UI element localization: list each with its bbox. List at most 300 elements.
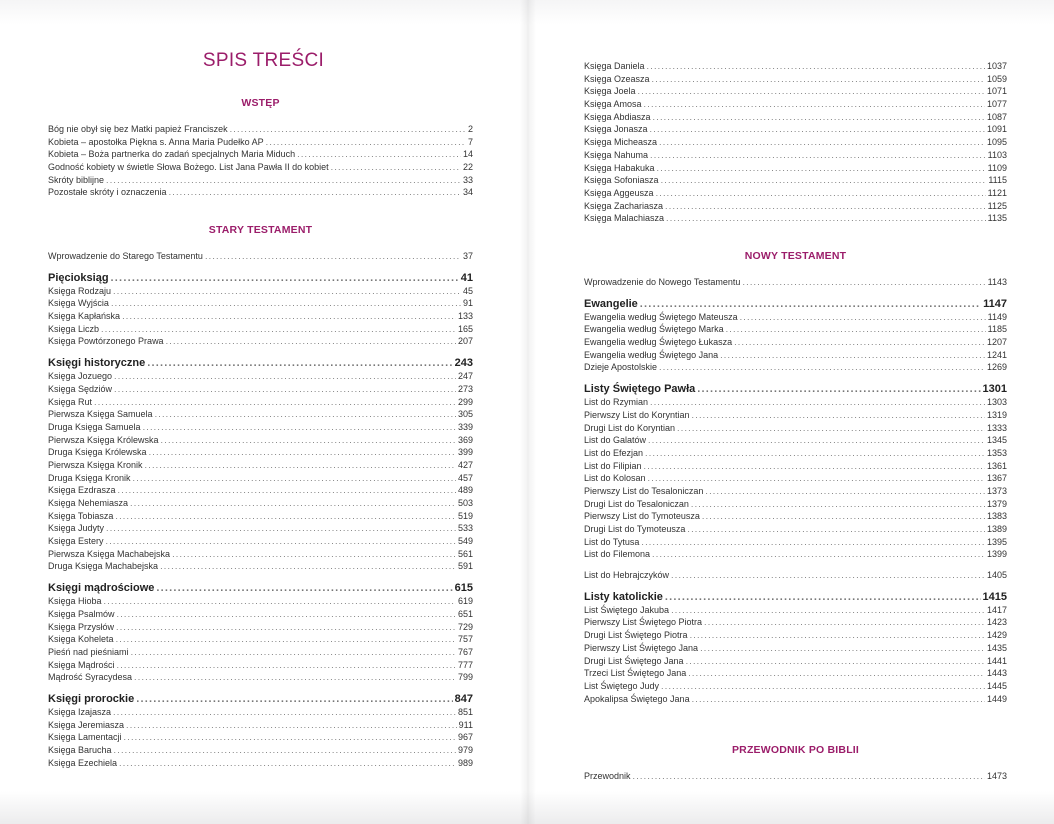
toc-page-number: 1449 <box>986 693 1007 704</box>
dot-leader <box>145 459 456 472</box>
dot-leader <box>640 297 981 311</box>
toc-entry-row <box>584 323 1007 336</box>
toc-page-number: 1241 <box>986 349 1007 360</box>
toc-page-number: 1077 <box>986 99 1007 110</box>
toc-page-number: 1121 <box>987 187 1007 198</box>
toc-entry-row <box>48 174 473 187</box>
toc-entry-row <box>48 186 473 199</box>
toc-group-row <box>48 581 473 595</box>
toc-page-number: 1473 <box>986 771 1007 781</box>
dot-leader <box>697 382 980 396</box>
toc-entry-row <box>48 560 473 573</box>
toc-entry-title: List do Rzymian <box>584 397 649 408</box>
dot-leader <box>114 370 456 383</box>
toc-entry-title: Księga Koheleta <box>48 634 114 645</box>
toc-entry-row <box>584 276 1007 289</box>
toc-entry-title: Skróty biblijne <box>48 174 105 185</box>
toc-entry-title: Kobieta – apostołka Piękna s. Anna Maria Pudełko AP <box>48 136 264 147</box>
toc-entry-row <box>48 497 473 510</box>
toc-page-number: 1303 <box>986 397 1007 408</box>
toc-entry-row <box>584 460 1007 473</box>
toc-entry-title: Przewodnik <box>584 771 631 781</box>
dot-leader <box>266 136 466 149</box>
toc-entry-row <box>48 633 473 646</box>
toc-entry-title: Księga Przysłów <box>48 621 115 632</box>
toc-entry-title: Pierwsza Księga Machabejska <box>48 548 171 559</box>
toc-page-number: 1373 <box>986 485 1007 496</box>
toc-entry-row <box>48 434 473 447</box>
dot-leader <box>659 361 985 374</box>
toc-page-number: 651 <box>457 608 473 619</box>
toc-page-number: 1037 <box>986 61 1007 71</box>
toc-group-row <box>48 271 473 285</box>
toc-entry-title: Listy katolickie <box>584 590 663 603</box>
toc-group-row <box>584 590 1007 604</box>
dot-leader <box>687 523 985 536</box>
toc-entry-title: Księga Tobiasza <box>48 510 114 521</box>
toc-entry-row <box>48 510 473 523</box>
spacer <box>584 374 1007 382</box>
toc-entry-title: Ewangelie <box>584 297 638 310</box>
toc-entry-row <box>48 535 473 548</box>
toc-entry-row <box>48 161 473 174</box>
toc-list-stary-testament <box>48 250 473 769</box>
toc-page-number: 91 <box>462 298 473 309</box>
toc-page-number: 1207 <box>986 337 1007 348</box>
toc-page-number: 1405 <box>986 570 1007 581</box>
toc-entry-title: Księga Jonasza <box>584 124 648 135</box>
dot-leader <box>101 323 456 336</box>
toc-page-number: 1269 <box>986 362 1007 373</box>
toc-entry-row <box>48 472 473 485</box>
toc-entry-title: Księga Zachariasza <box>584 200 664 211</box>
toc-entry-row <box>584 336 1007 349</box>
toc-entry-title: Ewangelia według Świętego Jana <box>584 349 719 360</box>
dot-leader <box>677 422 985 435</box>
toc-page-number: 777 <box>457 659 473 670</box>
toc-entry-title: Księga Sędziów <box>48 383 113 394</box>
toc-entry-title: Księga Nahuma <box>584 149 649 160</box>
toc-entry-row <box>584 174 1007 187</box>
toc-entry-title: Księga Amosa <box>584 99 642 110</box>
dot-leader <box>106 535 456 548</box>
dot-leader <box>661 174 987 187</box>
dot-leader <box>115 510 456 523</box>
dot-leader <box>653 111 985 124</box>
toc-entry-title: Pierwszy List do Tesaloniczan <box>584 485 704 496</box>
dot-leader <box>149 446 456 459</box>
toc-entry-row <box>48 250 473 263</box>
toc-page-number: 1353 <box>986 447 1007 458</box>
page-title: SPIS TREŚCI <box>202 50 325 71</box>
toc-entry-title: Kobieta – Boża partnerka do zadań specjalnych Maria Miduch <box>48 149 296 160</box>
dot-leader <box>666 212 986 225</box>
toc-entry-title: Księga Habakuka <box>584 162 655 173</box>
dot-leader <box>702 510 985 523</box>
toc-entry-row <box>48 370 473 383</box>
toc-entry-title: Bóg nie obył się bez Matki papież Franciszek <box>48 124 228 134</box>
toc-page-number: 1149 <box>987 311 1007 322</box>
toc-entry-title: Księga Rodzaju <box>48 285 112 296</box>
dot-leader <box>114 744 456 757</box>
dot-leader <box>704 616 985 629</box>
toc-entry-row <box>584 361 1007 374</box>
dot-leader <box>130 497 456 510</box>
toc-page-number: 37 <box>462 251 473 261</box>
toc-entry-row <box>48 646 473 659</box>
toc-page-number: 1087 <box>986 111 1007 122</box>
toc-page-number: 41 <box>460 271 473 284</box>
dot-leader <box>647 60 985 73</box>
dot-leader <box>331 161 461 174</box>
toc-page-number: 369 <box>457 434 473 445</box>
toc-entry-row <box>584 396 1007 409</box>
dot-leader <box>117 659 456 672</box>
toc-page-number: 299 <box>457 396 473 407</box>
toc-entry-title: Księga Kapłańska <box>48 311 121 322</box>
toc-entry-row <box>48 421 473 434</box>
toc-entry-row <box>584 472 1007 485</box>
toc-entry-title: Księga Izajasza <box>48 706 112 717</box>
dot-leader <box>134 671 456 684</box>
toc-entry-row <box>584 73 1007 86</box>
toc-page-number: 989 <box>457 757 473 768</box>
spacer <box>48 263 473 271</box>
toc-page-number: 967 <box>457 732 473 743</box>
toc-entry-row <box>48 621 473 634</box>
dot-leader <box>111 297 461 310</box>
toc-entry-title: Księga Abdiasza <box>584 111 651 122</box>
dot-leader <box>652 548 985 561</box>
toc-page-number: 1429 <box>986 630 1007 641</box>
toc-entry-title: List do Galatów <box>584 435 647 446</box>
dot-leader <box>111 271 459 285</box>
toc-page-number: 847 <box>454 692 473 705</box>
toc-page-number: 305 <box>457 409 473 420</box>
toc-entry-title: Księga Malachiasza <box>584 213 665 224</box>
dot-leader <box>690 629 985 642</box>
dot-leader <box>119 757 456 770</box>
toc-entry-title: Apokalipsa Świętego Jana <box>584 693 690 704</box>
toc-entry-title: Drugi List Świętego Piotra <box>584 630 688 641</box>
toc-entry-title: Pieśń nad pieśniami <box>48 646 129 657</box>
dot-leader <box>650 123 985 136</box>
toc-entry-row <box>584 60 1007 73</box>
dot-leader <box>650 396 985 409</box>
toc-entry-row <box>584 212 1007 225</box>
toc-page-number: 757 <box>457 634 473 645</box>
toc-page-number: 1091 <box>986 124 1007 135</box>
toc-entry-title: Ewangelia według Świętego Marka <box>584 324 724 335</box>
toc-entry-title: Księga Psalmów <box>48 608 115 619</box>
toc-entry-row <box>584 667 1007 680</box>
toc-group-row <box>584 297 1007 311</box>
toc-entry-title: List do Filipian <box>584 460 642 471</box>
toc-page-number: 1333 <box>986 422 1007 433</box>
dot-leader <box>166 335 456 348</box>
toc-page-number: 207 <box>457 336 473 347</box>
toc-entry-title: Wprowadzenie do Nowego Testamentu <box>584 277 741 287</box>
toc-page-number: 247 <box>457 371 473 382</box>
toc-page-number: 1367 <box>986 473 1007 484</box>
toc-entry-row <box>48 335 473 348</box>
toc-entry-title: Księgi mądrościowe <box>48 582 155 595</box>
toc-entry-title: Księga Estery <box>48 536 104 547</box>
toc-entry-row <box>48 136 473 149</box>
dot-leader <box>118 484 456 497</box>
section-heading-nowy-testament: NOWY TESTAMENT <box>744 250 847 262</box>
toc-entry-row <box>48 310 473 323</box>
toc-entry-row <box>584 349 1007 362</box>
toc-entry-row <box>584 498 1007 511</box>
toc-entry-title: Drugi List do Tymoteusza <box>584 524 686 534</box>
toc-entry-title: Drugi List do Koryntian <box>584 422 676 433</box>
toc-entry-row <box>48 744 473 757</box>
toc-entry-row <box>584 693 1007 706</box>
toc-entry-row <box>48 396 473 409</box>
dot-leader <box>126 719 457 732</box>
dot-leader <box>169 186 461 199</box>
toc-entry-row <box>48 757 473 770</box>
toc-entry-row <box>584 162 1007 175</box>
toc-entry-title: Druga Księga Kronik <box>48 472 131 483</box>
toc-entry-row <box>584 187 1007 200</box>
dot-leader <box>205 250 461 263</box>
toc-page-number: 1441 <box>986 655 1007 666</box>
dot-leader <box>644 98 985 111</box>
toc-list-przewodnik <box>584 770 1007 783</box>
toc-page-number: 1115 <box>988 175 1007 186</box>
dot-leader <box>645 447 985 460</box>
toc-entry-title: Druga Księga Samuela <box>48 421 141 432</box>
toc-page-number: 243 <box>454 357 473 370</box>
toc-page-number: 1143 <box>987 277 1007 287</box>
toc-page-number: 1417 <box>986 604 1007 615</box>
dot-leader <box>94 396 456 409</box>
toc-entry-row <box>48 123 473 136</box>
toc-entry-title: Księga Powtórzonego Prawa <box>48 336 164 347</box>
spacer <box>584 289 1007 297</box>
toc-entry-title: Księga Liczb <box>48 323 100 334</box>
toc-page-number: 2 <box>467 124 473 134</box>
toc-page-number: 1361 <box>986 460 1007 471</box>
toc-entry-title: List Świętego Jakuba <box>584 604 670 615</box>
dot-leader <box>740 311 986 324</box>
toc-entry-title: Księga Barucha <box>48 745 112 755</box>
toc-entry-title: Księgi prorockie <box>48 692 135 705</box>
toc-entry-row <box>48 595 473 608</box>
toc-entry-title: Pierwszy List do Koryntian <box>584 409 690 420</box>
toc-page-number: 1125 <box>987 200 1007 211</box>
toc-entry-row <box>584 447 1007 460</box>
toc-entry-row <box>48 548 473 561</box>
dot-leader <box>114 383 456 396</box>
toc-entry-title: Druga Księga Królewska <box>48 447 147 458</box>
dot-leader <box>104 595 456 608</box>
dot-leader <box>133 472 456 485</box>
dot-leader <box>143 421 456 434</box>
toc-entry-title: List Świętego Judy <box>584 680 660 691</box>
toc-page-number: 1319 <box>986 409 1007 420</box>
toc-entry-title: Księga Jozuego <box>48 371 113 382</box>
toc-page-number: 979 <box>457 745 473 755</box>
dot-leader <box>734 336 985 349</box>
toc-entry-row <box>48 671 473 684</box>
toc-page-number: 427 <box>457 459 473 470</box>
dot-leader <box>652 73 985 86</box>
toc-entry-title: Księga Nehemiasza <box>48 498 129 508</box>
toc-page-number: 1389 <box>986 524 1007 534</box>
toc-entry-title: Ewangelia według Świętego Mateusza <box>584 311 738 322</box>
toc-page-number: 22 <box>462 162 473 173</box>
section-heading-wstep: WSTĘP <box>241 97 280 109</box>
toc-page-number: 1059 <box>986 73 1007 84</box>
toc-list-wstep <box>48 123 473 199</box>
toc-page-number: 1345 <box>986 435 1007 446</box>
toc-entry-row <box>48 719 473 732</box>
toc-page-number: 1301 <box>982 383 1007 396</box>
toc-entry-title: Księgi historyczne <box>48 357 146 370</box>
spacer <box>48 348 473 356</box>
toc-page-number: 489 <box>457 485 473 496</box>
toc-page-number: 1071 <box>986 86 1007 97</box>
toc-entry-row <box>584 136 1007 149</box>
toc-entry-title: Mądrość Syracydesa <box>48 672 133 683</box>
dot-leader <box>116 633 456 646</box>
dot-leader <box>124 731 456 744</box>
toc-page-number: 549 <box>457 536 473 547</box>
toc-entry-title: Księga Sofoniasza <box>584 175 659 186</box>
toc-entry-title: Księga Aggeusza <box>584 187 654 198</box>
dot-leader <box>160 560 456 573</box>
toc-entry-title: Pierwszy List Świętego Jana <box>584 642 699 653</box>
dot-leader <box>641 536 985 549</box>
toc-page-number: 729 <box>457 621 473 632</box>
toc-entry-row <box>584 111 1007 124</box>
toc-entry-title: Pierwsza Księga Królewska <box>48 434 159 445</box>
toc-page-number: 591 <box>457 561 473 572</box>
toc-page-number: 1135 <box>987 213 1007 224</box>
dot-leader <box>692 693 985 706</box>
toc-entry-row <box>584 655 1007 668</box>
toc-entry-title: List do Efezjan <box>584 447 644 458</box>
toc-entry-row <box>584 642 1007 655</box>
spacer <box>584 561 1007 569</box>
toc-group-row <box>48 356 473 370</box>
toc-entry-title: Księga Mądrości <box>48 659 115 670</box>
dot-leader <box>122 310 456 323</box>
toc-entry-row <box>48 297 473 310</box>
dot-leader <box>726 323 986 336</box>
dot-leader <box>113 285 461 298</box>
dot-leader <box>648 472 985 485</box>
toc-page-number: 911 <box>458 719 473 730</box>
dot-leader <box>147 356 452 370</box>
dot-leader <box>671 604 985 617</box>
dot-leader <box>633 770 985 783</box>
dot-leader <box>665 590 981 604</box>
toc-page-number: 1443 <box>986 668 1007 679</box>
dot-leader <box>113 706 456 719</box>
toc-entry-title: Księga Ezdrasza <box>48 485 116 496</box>
toc-page-number: 399 <box>457 447 473 458</box>
dot-leader <box>172 548 456 561</box>
toc-entry-title: List do Tytusa <box>584 536 640 547</box>
dot-leader <box>638 85 985 98</box>
toc-entry-row <box>48 659 473 672</box>
toc-entry-title: Godność kobiety w świetle Słowa Bożego. List Jana Pawła II do kobiet <box>48 162 329 173</box>
right-page <box>527 0 1054 824</box>
toc-entry-title: Księga Judyty <box>48 523 105 534</box>
toc-page-number: 533 <box>457 523 473 534</box>
dot-leader <box>688 667 985 680</box>
dot-leader <box>661 680 985 693</box>
toc-entry-title: Pierwsza Księga Kronik <box>48 459 143 470</box>
dot-leader <box>700 642 985 655</box>
toc-entry-title: List do Hebrajczyków <box>584 570 670 581</box>
toc-entry-row <box>584 548 1007 561</box>
toc-entry-row <box>48 148 473 161</box>
toc-page-number: 799 <box>457 672 473 683</box>
toc-entry-title: Drugi List do Tesaloniczan <box>584 498 689 509</box>
section-heading-przewodnik: PRZEWODNIK PO BIBLII <box>731 744 860 756</box>
dot-leader <box>155 408 456 421</box>
toc-entry-row <box>584 123 1007 136</box>
toc-entry-row <box>584 85 1007 98</box>
toc-entry-title: Druga Księga Machabejska <box>48 561 159 572</box>
toc-page-number: 1383 <box>986 511 1007 522</box>
toc-entry-row <box>584 616 1007 629</box>
toc-entry-row <box>48 484 473 497</box>
toc-page-number: 1095 <box>986 137 1007 148</box>
toc-entry-row <box>584 569 1007 582</box>
toc-entry-title: Księga Micheasza <box>584 137 658 148</box>
toc-group-row <box>584 382 1007 396</box>
toc-entry-row <box>584 680 1007 693</box>
toc-page-number: 1185 <box>987 324 1007 335</box>
toc-entry-row <box>584 200 1007 213</box>
dot-leader <box>659 136 985 149</box>
toc-page-number: 1109 <box>987 162 1007 173</box>
toc-page-number: 1445 <box>986 680 1007 691</box>
dot-leader <box>106 174 461 187</box>
toc-page-number: 1147 <box>983 297 1007 310</box>
toc-entry-row <box>48 706 473 719</box>
dot-leader <box>136 692 452 706</box>
toc-entry-row <box>584 409 1007 422</box>
toc-entry-title: Pierwszy List Świętego Piotra <box>584 617 703 628</box>
toc-entry-row <box>584 422 1007 435</box>
toc-entry-title: Księga Joela <box>584 86 636 97</box>
toc-page-number: 1435 <box>986 642 1007 653</box>
toc-entry-row <box>48 608 473 621</box>
dot-leader <box>297 148 461 161</box>
toc-entry-title: Księga Rut <box>48 396 93 407</box>
toc-page-number: 457 <box>457 472 473 483</box>
toc-page-number: 619 <box>457 596 473 607</box>
toc-page-number: 133 <box>457 311 473 322</box>
toc-page-number: 339 <box>457 421 473 432</box>
toc-entry-title: Dzieje Apostolskie <box>584 362 658 373</box>
toc-entry-row <box>584 770 1007 783</box>
toc-entry-row <box>584 311 1007 324</box>
toc-list-nowy-testament <box>584 276 1007 705</box>
toc-entry-row <box>584 98 1007 111</box>
toc-entry-title: Pierwsza Księga Samuela <box>48 409 153 420</box>
toc-entry-row <box>584 149 1007 162</box>
toc-entry-title: Księga Hioba <box>48 596 102 607</box>
toc-entry-title: Drugi List Świętego Jana <box>584 655 684 666</box>
